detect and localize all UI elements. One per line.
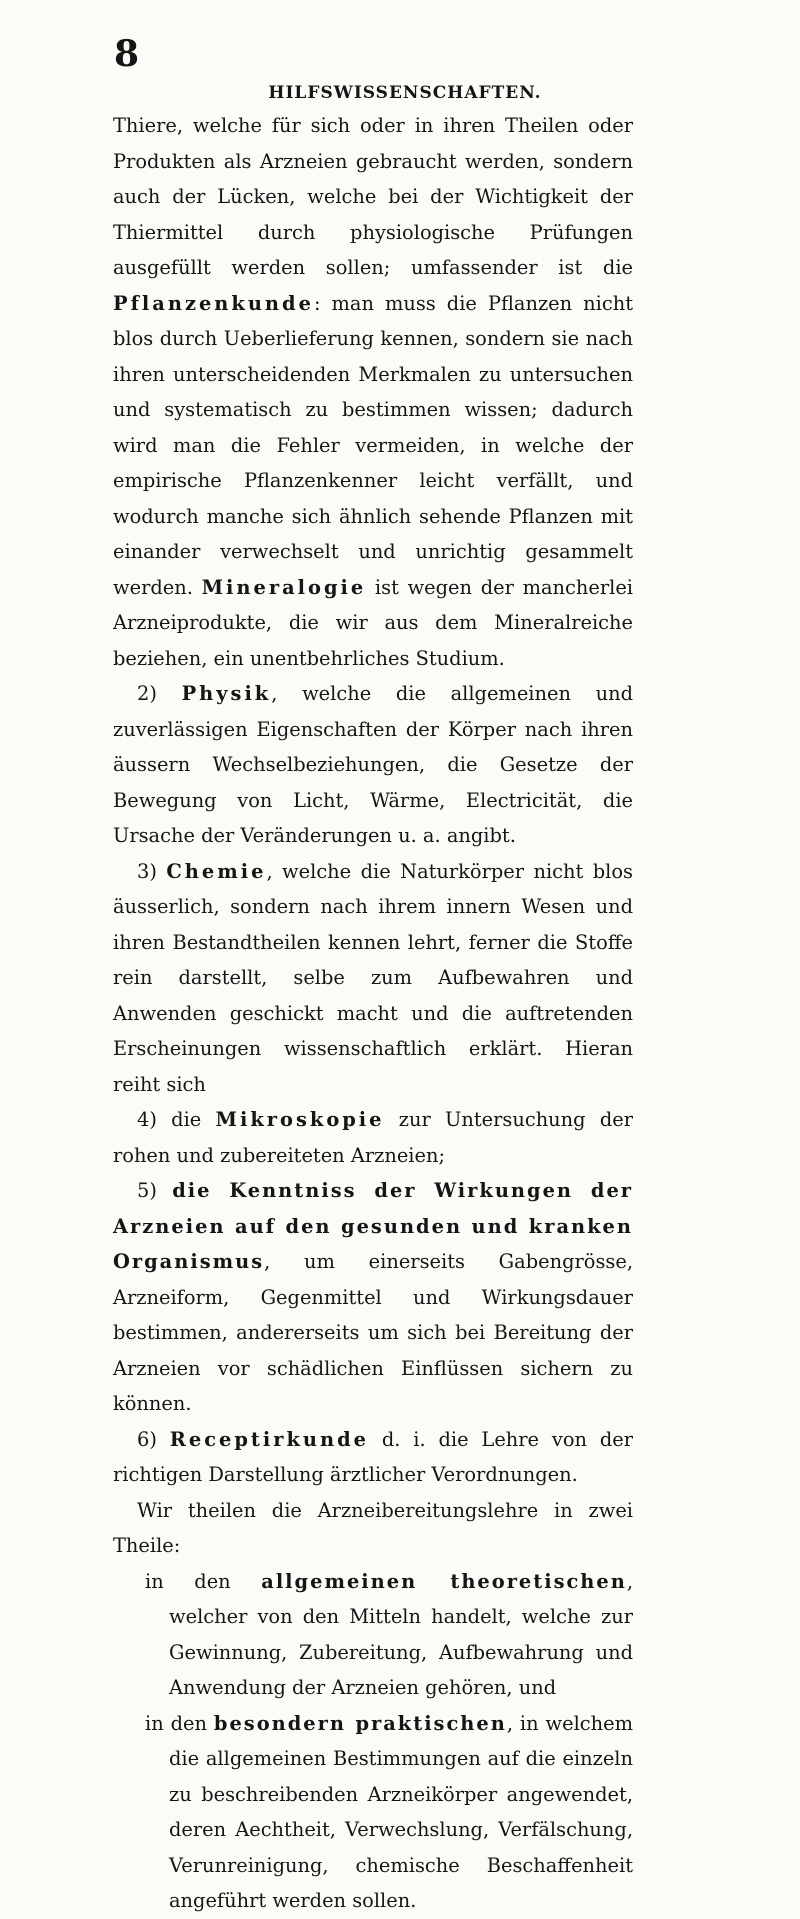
term-receptirkunde: Receptirkunde (169, 1427, 369, 1451)
text-run: in den (145, 1569, 262, 1593)
text-run: , welche die Naturkörper nicht blos äusserlich, sondern nach ihrem innern Wesen und ihren Bestandtheilen kennen lehrt, ferner die Stoffe rein darstellt, selbe zum Aufbewahren und Anwenden geschickt macht und die auftretenden Erscheinungen wissenschaftlich erklärt. Hieran reiht sich (113, 859, 633, 1096)
running-head: HILFSWISSENSCHAFTEN. (268, 83, 542, 103)
page-number: 8 (114, 33, 140, 75)
text-run: in den (145, 1711, 214, 1735)
body-text (113, 108, 633, 1919)
item-number: 5) (137, 1179, 173, 1202)
text-run: Wir theilen die Arzneibereitungslehre in zwei Theile: (113, 1498, 633, 1557)
item-number: 6) (137, 1427, 170, 1451)
paragraph-besondern-theil (113, 1706, 633, 1919)
text-run: , in welchem die allgemeinen Bestimmungen auf die einzeln zu beschreibenden Arzneikörper angewendet, deren Aechtheit, Verwechslung, Verfälschung, Verunreinigung, chemische Beschaffenheit angeführt werden sollen. (169, 1711, 634, 1912)
term-mineralogie: Mineralogie (201, 575, 367, 599)
text-run: ist wegen der mancherlei Arzneiprodukte, die wir aus dem Mineralreiche beziehen, ein unentbehrliches Studium. (113, 575, 633, 670)
paragraph-chemie (113, 854, 633, 1103)
paragraph-physik (113, 676, 633, 854)
paragraph-wirkungen (113, 1173, 633, 1422)
term-chemie: Chemie (166, 859, 267, 883)
term-allgemeinen-theoretischen: allgemeinen theoretischen (261, 1569, 627, 1593)
term-besondern-praktischen: besondern praktischen (213, 1711, 507, 1735)
paragraph-receptirkunde (113, 1422, 633, 1493)
item-number: 2) (137, 682, 182, 705)
paragraph-mikroskopie (113, 1102, 633, 1173)
paragraph-animals-plants-minerals (113, 108, 633, 676)
text-run: d. i. die Lehre von der richtigen Darstellung ärztlicher Verordnungen. (113, 1427, 633, 1486)
text-run: , um einerseits Gabengrösse, Arzneiform, Gegenmittel und Wirkungsdauer bestimmen, andererseits um sich bei Bereitung der Arzneien vor schädlichen Einflüssen sichern zu können. (113, 1250, 633, 1415)
item-number: 3) (137, 859, 167, 883)
text-run: : man muss die Pflanzen nicht blos durch Ueberlieferung kennen, sondern sie nach ihren unterscheidenden Merkmalen zu untersuchen und systematisch zu bestimmen wissen; dadurch wird man die Fehler vermeiden, in welche der empirische Pflanzenkenner leicht verfällt, und wodurch manche sich ähnlich sehende Pflanzen mit einander verwechselt und unrichtig gesammelt werden. (113, 291, 633, 599)
paragraph-zwei-theile (113, 1493, 633, 1564)
text-run: , welche die allgemeinen und zuverlässigen Eigenschaften der Körper nach ihren äussern Wechselbeziehungen, die Gesetze der Bewegung von Licht, Wärme, Electricität, die Ursache der Veränderungen u. a. angibt. (113, 682, 634, 847)
term-kenntniss-der-wirkungen: die Kenntniss der Wirkungen der Arzneien auf den gesunden und kranken Organismus (113, 1179, 633, 1273)
text-run: Thiere, welche für sich oder in ihren Theilen oder Produkten als Arzneien gebraucht werden, sondern auch der Lücken, welche bei der Wichtigkeit der Thiermittel durch physiologische Prüfungen ausgefüllt werden sollen; umfassender ist die (113, 114, 633, 279)
text-run: zur Untersuchung der rohen und zubereiteten Arzneien; (113, 1108, 634, 1167)
text-run: , welcher von den Mitteln handelt, welche zur Gewinnung, Zubereitung, Aufbewahrung und Anwendung der Arzneien gehören, und (169, 1569, 633, 1699)
term-mikroskopie: Mikroskopie (215, 1108, 385, 1131)
term-pflanzenkunde: Pflanzenkunde (113, 291, 314, 315)
term-physik: Physik (181, 682, 272, 705)
paragraph-allgemeinen-theil (113, 1564, 633, 1706)
item-number: 4) die (137, 1108, 216, 1131)
